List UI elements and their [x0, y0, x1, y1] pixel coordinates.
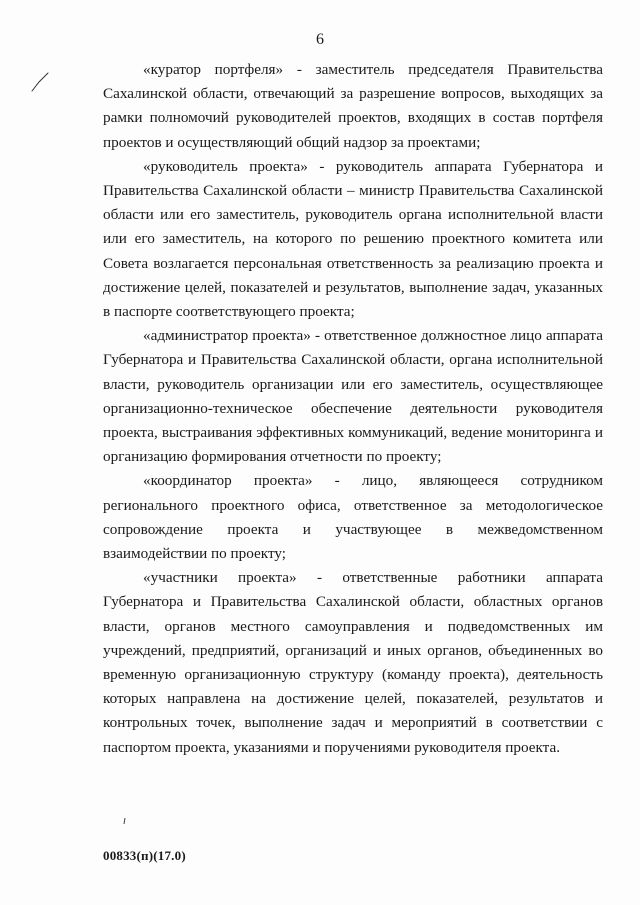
margin-pen-mark [30, 72, 50, 94]
paragraph-project-head: «руководитель проекта» - руководитель аппарата Губернатора и Правительства Сахалинской области – министр Правительства Сахалинской области или его заместитель, руководитель органа исполнительной власти или его заместитель, на которого по решению проектного комитета или Совета возлагается персональная ответственность за реализацию проекта и достижение целей, показателей и результатов, выполнение задач, указанных в паспорте соответствующего проекта; [103, 157, 603, 321]
document-code: 00833(п)(17.0) [103, 848, 186, 863]
paragraph-project-participants: «участники проекта» - ответственные работники аппарата Губернатора и Правительства Сахалинской области, областных органов власти, органов местного самоуправления и подведомственных им учреждений, предприятий, организаций и иных органов, объединенных во временную организационную структуру (команду проекта), деятельность которых направлена на достижение целей, показателей, результатов и контрольных точек, выполнение задач и мероприятий в соответствии с паспортом проекта, указаниями и поручениями руководителя проекта. [103, 569, 603, 756]
paragraph-project-coordinator: «координатор проекта» - лицо, являющееся сотрудником регионального проектного офиса, ответственное за методологическое сопровождение проекта и участвующее в межведомственном взаимодействии по проекту; [103, 472, 603, 563]
paragraph-project-administrator: «администратор проекта» - ответственное должностное лицо аппарата Губернатора и Правительства Сахалинской области, органа исполнительной власти, руководитель организации или его заместитель, осуществляющее организационно-техническое обеспечение деятельности руководителя проекта, выстраивания эффективных коммуникаций, ведение мониторинга и организацию формирования отчетности по проекту; [103, 327, 603, 466]
scan-speck [123, 818, 126, 826]
paragraph-portfolio-curator: «куратор портфеля» - заместитель председателя Правительства Сахалинской области, отвечающий за разрешение вопросов, выходящих за рамки полномочий руководителей проектов, входящих в состав портфеля проектов и осуществляющий общий надзор за проектами; [103, 61, 603, 151]
document-body [103, 58, 603, 760]
page-number: 6 [316, 31, 324, 48]
